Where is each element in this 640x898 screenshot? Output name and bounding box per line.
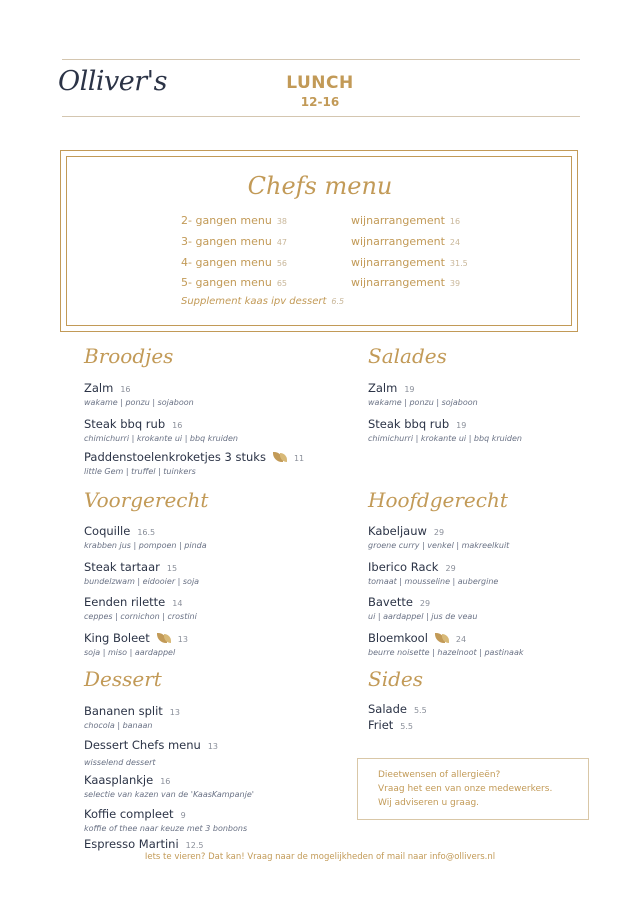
menu-item [368, 520, 509, 550]
menu-item [368, 714, 413, 733]
item-name: King Boleet [84, 631, 150, 645]
supplement-price: 6.5 [331, 297, 345, 306]
item-name: Steak bbq rub [84, 417, 166, 431]
top-divider [62, 59, 580, 60]
course-label: 4- gangen menu [181, 256, 272, 269]
menu-item [84, 446, 304, 476]
item-price: 16 [160, 777, 171, 786]
page-title: LUNCH [286, 73, 354, 93]
item-description: bundelzwam | eidooier | soja [84, 577, 200, 586]
item-name: Kabeljauw [368, 524, 427, 538]
allergy-note-box [357, 758, 589, 820]
chefs-menu-row [181, 235, 287, 248]
item-price: 11 [293, 454, 305, 463]
item-description: chimichurri | krokante ui | bbq kruiden [84, 434, 238, 443]
item-price: 16 [172, 421, 183, 430]
wine-row [351, 214, 460, 227]
item-name: Salade [368, 702, 407, 716]
item-price: 19 [404, 385, 415, 394]
section-title-dessert: Dessert [84, 667, 162, 691]
menu-item [84, 627, 188, 657]
item-name: Kaasplankje [84, 773, 154, 787]
item-price: 16 [120, 385, 131, 394]
lunch-hours: 12-16 [300, 95, 340, 109]
item-description: soja | miso | aardappel [84, 648, 176, 657]
section-title-hoofdgerecht: Hoofdgerecht [368, 488, 508, 512]
menu-item [84, 700, 180, 730]
menu-item [368, 556, 498, 586]
item-name: Steak bbq rub [368, 417, 450, 431]
item-price: 12.5 [185, 841, 204, 850]
wine-label: wijnarrangement [351, 214, 445, 227]
item-description: ui | aardappel | jus de veau [368, 612, 478, 621]
menu-item [368, 413, 522, 443]
item-price: 14 [172, 599, 183, 608]
course-price: 56 [276, 259, 287, 268]
menu-item [84, 803, 247, 833]
item-name: Paddenstoelenkroketjes 3 stuks [84, 450, 266, 464]
menu-item [368, 591, 477, 621]
item-name: Zalm [84, 381, 114, 395]
menu-item [368, 627, 523, 657]
menu-item [84, 377, 194, 407]
item-price: 29 [445, 564, 456, 573]
wine-price: 24 [449, 238, 461, 247]
item-price: 24 [455, 635, 467, 644]
wine-row [351, 235, 460, 248]
item-description: wakame | ponzu | sojaboon [368, 398, 478, 407]
item-name: Eenden rilette [84, 595, 166, 609]
item-price: 5.5 [413, 706, 427, 715]
item-price: 13 [177, 635, 188, 644]
wine-price: 39 [449, 279, 461, 288]
wine-price: 31.5 [449, 259, 468, 268]
wine-label: wijnarrangement [351, 256, 445, 269]
section-title-salades: Salades [368, 344, 447, 368]
wine-row [351, 256, 468, 269]
item-price: 29 [433, 528, 445, 537]
item-name: Steak tartaar [84, 560, 160, 574]
item-price: 29 [419, 599, 431, 608]
item-price: 9 [180, 811, 186, 820]
menu-item [84, 520, 207, 550]
chefs-menu-title: Chefs menu [247, 172, 393, 200]
course-label: 3- gangen menu [181, 235, 272, 248]
item-description: selectie van kazen van de 'KaasKampanje' [84, 790, 254, 799]
item-description: wakame | ponzu | sojaboon [84, 398, 194, 407]
item-price: 16.5 [137, 528, 156, 537]
supplement-label: Supplement kaas ipv dessert [181, 296, 327, 307]
item-price: 13 [207, 742, 219, 751]
section-title-broodjes: Broodjes [84, 344, 174, 368]
item-name: Koffie compleet [84, 807, 174, 821]
section-title-sides: Sides [368, 667, 423, 691]
ollivers-logo: Olliver's [58, 66, 167, 97]
item-name: Dessert Chefs menu [84, 738, 201, 752]
allergy-note-line: Wij adviseren u graag. [378, 798, 480, 808]
menu-item [84, 734, 218, 767]
allergy-note-line: Dieetwensen of allergieën? [378, 770, 501, 780]
item-description: chimichurri | krokante ui | bbq kruiden [368, 434, 522, 443]
supplement-row [181, 296, 344, 307]
item-price: 5.5 [400, 722, 414, 731]
item-description: beurre noisette | hazelnoot | pastinaak [368, 648, 524, 657]
item-name: Zalm [368, 381, 398, 395]
course-label: 5- gangen menu [181, 276, 272, 289]
item-description: little Gem | truffel | tuinkers [84, 467, 196, 476]
item-name: Espresso Martini [84, 837, 179, 851]
allergy-note-line: Vraag het een van onze medewerkers. [378, 784, 553, 794]
menu-item [84, 556, 199, 586]
item-description: koffie of thee naar keuze met 3 bonbons [84, 824, 248, 833]
wine-price: 16 [449, 217, 461, 226]
item-description: ceppes | cornichon | crostini [84, 612, 197, 621]
footer-note: Iets te vieren? Dat kan! Vraag naar de mogelijkheden of mail naar info@ollivers.nl [144, 852, 496, 862]
item-price: 15 [166, 564, 178, 573]
item-description: groene curry | venkel | makreelkuit [368, 541, 510, 550]
course-label: 2- gangen menu [181, 214, 272, 227]
menu-item [368, 377, 478, 407]
item-description: wisselend dessert [84, 758, 156, 767]
item-description: tomaat | mousseline | aubergine [368, 577, 499, 586]
item-name: Coquille [84, 524, 131, 538]
header-divider [62, 116, 580, 117]
item-price: 19 [456, 421, 467, 430]
chefs-menu-row [181, 276, 287, 289]
item-description: chocola | banaan [84, 721, 153, 730]
course-price: 47 [276, 238, 287, 247]
course-price: 65 [276, 279, 287, 288]
course-price: 38 [276, 217, 287, 226]
item-name: Bananen split [84, 704, 163, 718]
wine-label: wijnarrangement [351, 276, 445, 289]
item-name: Bloemkool [368, 631, 428, 645]
menu-item [84, 833, 203, 852]
chefs-menu-row [181, 256, 287, 269]
item-description: krabben jus | pompoen | pinda [84, 541, 207, 550]
item-price: 13 [169, 708, 180, 717]
section-title-voorgerecht: Voorgerecht [84, 488, 209, 512]
item-name: Bavette [368, 595, 413, 609]
wine-label: wijnarrangement [351, 235, 445, 248]
menu-item [84, 413, 238, 443]
menu-item [84, 769, 254, 799]
wine-row [351, 276, 460, 289]
item-name: Friet [368, 718, 394, 732]
item-name: Iberico Rack [368, 560, 439, 574]
chefs-menu-row [181, 214, 287, 227]
menu-item [84, 591, 197, 621]
